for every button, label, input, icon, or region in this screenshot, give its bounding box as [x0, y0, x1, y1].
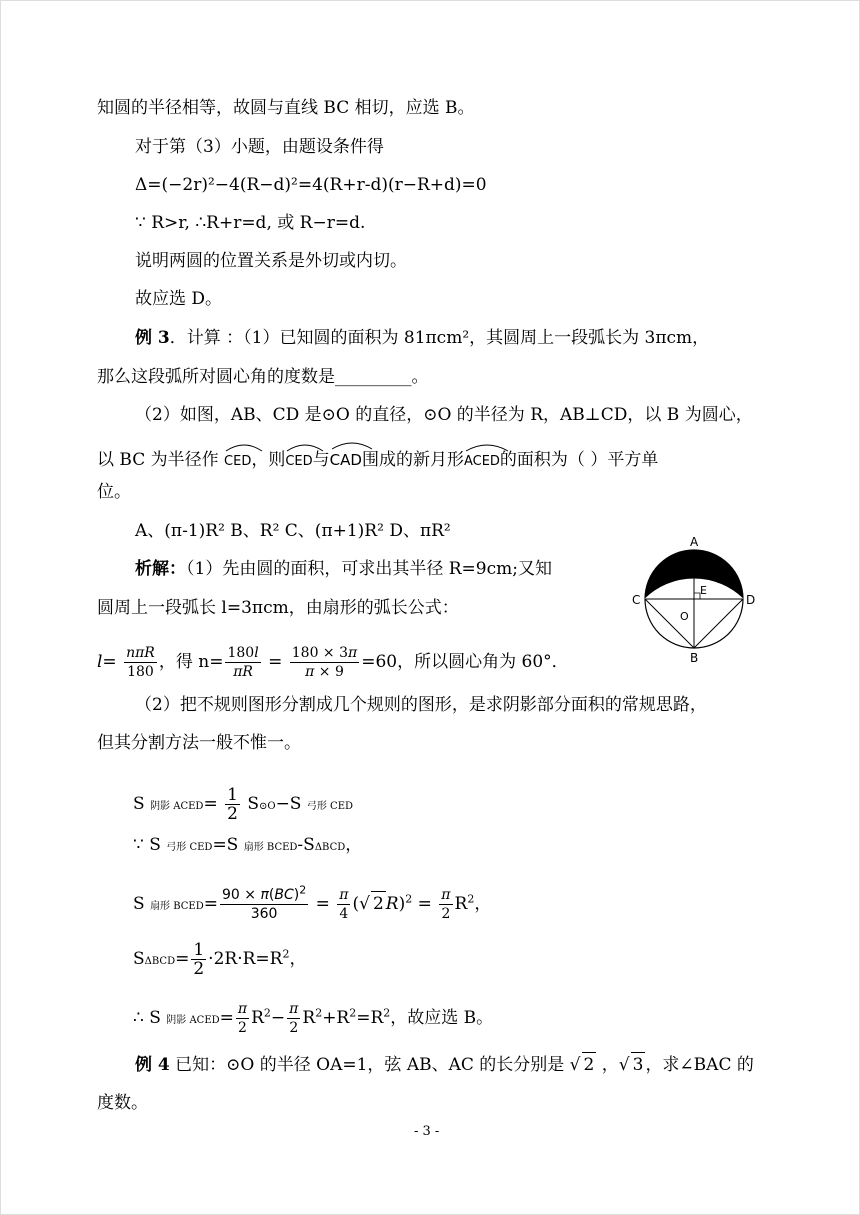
solution-line [135, 557, 552, 581]
arc-cad-symbol [330, 442, 362, 472]
label-b: B [690, 651, 699, 665]
fraction: $\frac{180l}{\pi R}$ [227, 645, 259, 680]
fraction: $\frac{1}{2}$ [193, 940, 205, 979]
arc-label: ACED [463, 454, 500, 469]
example-4-line: 例 4 已知：⊙O 的半径 OA=1，弦 AB、AC 的长分别是 √ 2 ，√ 3 ，求∠BAC 的 [135, 1052, 754, 1077]
fraction: $\frac{180 \times 3\pi}{\pi \times 9}$ [291, 645, 358, 680]
segment-bd [694, 599, 743, 648]
arc-label: CED [285, 454, 313, 469]
arc-aced-symbol [464, 444, 500, 474]
text: 与 [312, 450, 330, 470]
formula-s-ced: ∵ S 弓形 CED=S 扇形 BCED-SΔBCD， [133, 835, 363, 855]
label-c: C [632, 593, 641, 607]
solution-label: 析解： [135, 559, 186, 579]
text: 围成的新月形 [361, 450, 464, 470]
text-line: 但其分割方法一般不惟一。 [97, 733, 301, 753]
formula-s-aced: S 阴影 ACED= $\frac{1}{2}$ S⊙O−S 弓形 CED [133, 785, 354, 824]
text-line: 圆周上一段弧长 l=3πcm，由扇形的弧长公式： [97, 598, 459, 618]
options-line: A、(π-1)R² B、R² C、(π+1)R² D、πR² [135, 521, 451, 541]
text-line: Δ=(−2r)²−4(R−d)²=4(R+r-d)(r−R+d)=0 [135, 175, 487, 195]
arc-label: CAD [329, 451, 362, 469]
text: （1）先由圆的面积，可求出其半径 R=9cm;又知 [186, 559, 552, 579]
example-3-text: ．计算 ：（1）已知圆的面积为 81πcm²，其圆周上一段弧长为 3πcm， [169, 328, 710, 348]
text: ，则 [251, 450, 286, 470]
formula-s-bced: S 扇形 BCED= $\frac{90 \times \pi(BC)^2}{360}$ = $\frac{\pi}{4}$ (√ 2 R)$^2$ = $\frac{\pi}{2}$ $R^2$， [133, 883, 492, 922]
arc-ced-symbol-2 [285, 444, 312, 474]
formula-line: l= $\frac{\text{nπR}}{180}$ ，得 n= $\frac{180l}{\pi R}$ = $\frac{180 \times 3\pi}{\pi \times 9}$ =60，所以圆心角为 60°． [97, 645, 569, 680]
text-line: （2）把不规则图形分割成几个规则的图形，是求阴影部分面积的常规思路， [135, 695, 707, 715]
fraction: $\frac{\text{nπR}}{180}$ [126, 645, 155, 680]
text: =60，所以圆心角为 60°． [361, 652, 569, 672]
fraction: $\frac{90 \times \pi(BC)^2}{360}$ [222, 883, 307, 922]
fraction: $\frac{\pi}{2}$ [289, 1001, 299, 1036]
fraction: $\frac{\pi}{2}$ [237, 1001, 248, 1036]
label-e: E [700, 584, 707, 597]
text: ，求∠BAC 的 [645, 1055, 754, 1075]
text-line: ∵ R>r, ∴R+r=d, 或 R−r=d. [135, 213, 366, 233]
text-line: 度数。 [97, 1093, 148, 1113]
label-o: O [680, 610, 689, 623]
fraction: $\frac{1}{2}$ [227, 785, 238, 824]
text-line: 知圆的半径相等，故圆与直线 BC 相切，应选 B。 [97, 98, 475, 118]
arc-line [97, 442, 658, 474]
text-line: （2）如图，AB、CD 是⊙O 的直径，⊙O 的半径为 R，AB⊥CD，以 B 为圆心， [135, 405, 753, 425]
example-4-label: 例 4 [135, 1055, 170, 1075]
text-line: 那么这段弧所对圆心角的度数是_________。 [97, 367, 429, 387]
fraction: $\frac{\pi}{4}$ [339, 887, 349, 922]
formula-result: ∴ S 阴影 ACED= $\frac{\pi}{2}$ $R^2-$ $\frac{\pi}{2}$ $R^2+R^2=R^2$，故应选 B。 [133, 1001, 494, 1036]
formula-s-bcd: SΔBCD= $\frac{1}{2}$ $\cdot 2R\cdot R=R^2$， [133, 940, 307, 979]
text: 的面积为（ ）平方单 [499, 450, 659, 470]
segment-bc [645, 599, 694, 648]
label-a: A [690, 535, 699, 549]
text-line: 故应选 D。 [135, 289, 223, 309]
arc-label: CED [224, 454, 252, 469]
text-line: 对于第（3）小题，由题设条件得 [135, 137, 384, 157]
circle-figure [620, 528, 770, 670]
text-line: 位。 [97, 482, 131, 502]
fraction: $\frac{\pi}{2}$ [441, 887, 451, 922]
text: l= [97, 652, 117, 672]
text: 以 BC 为半径作 [97, 450, 219, 470]
text: 已知：⊙O 的半径 OA=1，弦 AB、AC 的长分别是 [169, 1055, 565, 1075]
example-3-line [135, 326, 709, 350]
text: ，得 n= [158, 652, 224, 672]
example-3-label: 例 3 [135, 328, 170, 348]
text-line: 说明两圆的位置关系是外切或内切。 [135, 251, 407, 271]
arc-ced-symbol [224, 444, 251, 474]
page-number: - 3 - [414, 1124, 440, 1139]
label-d: D [746, 593, 756, 607]
